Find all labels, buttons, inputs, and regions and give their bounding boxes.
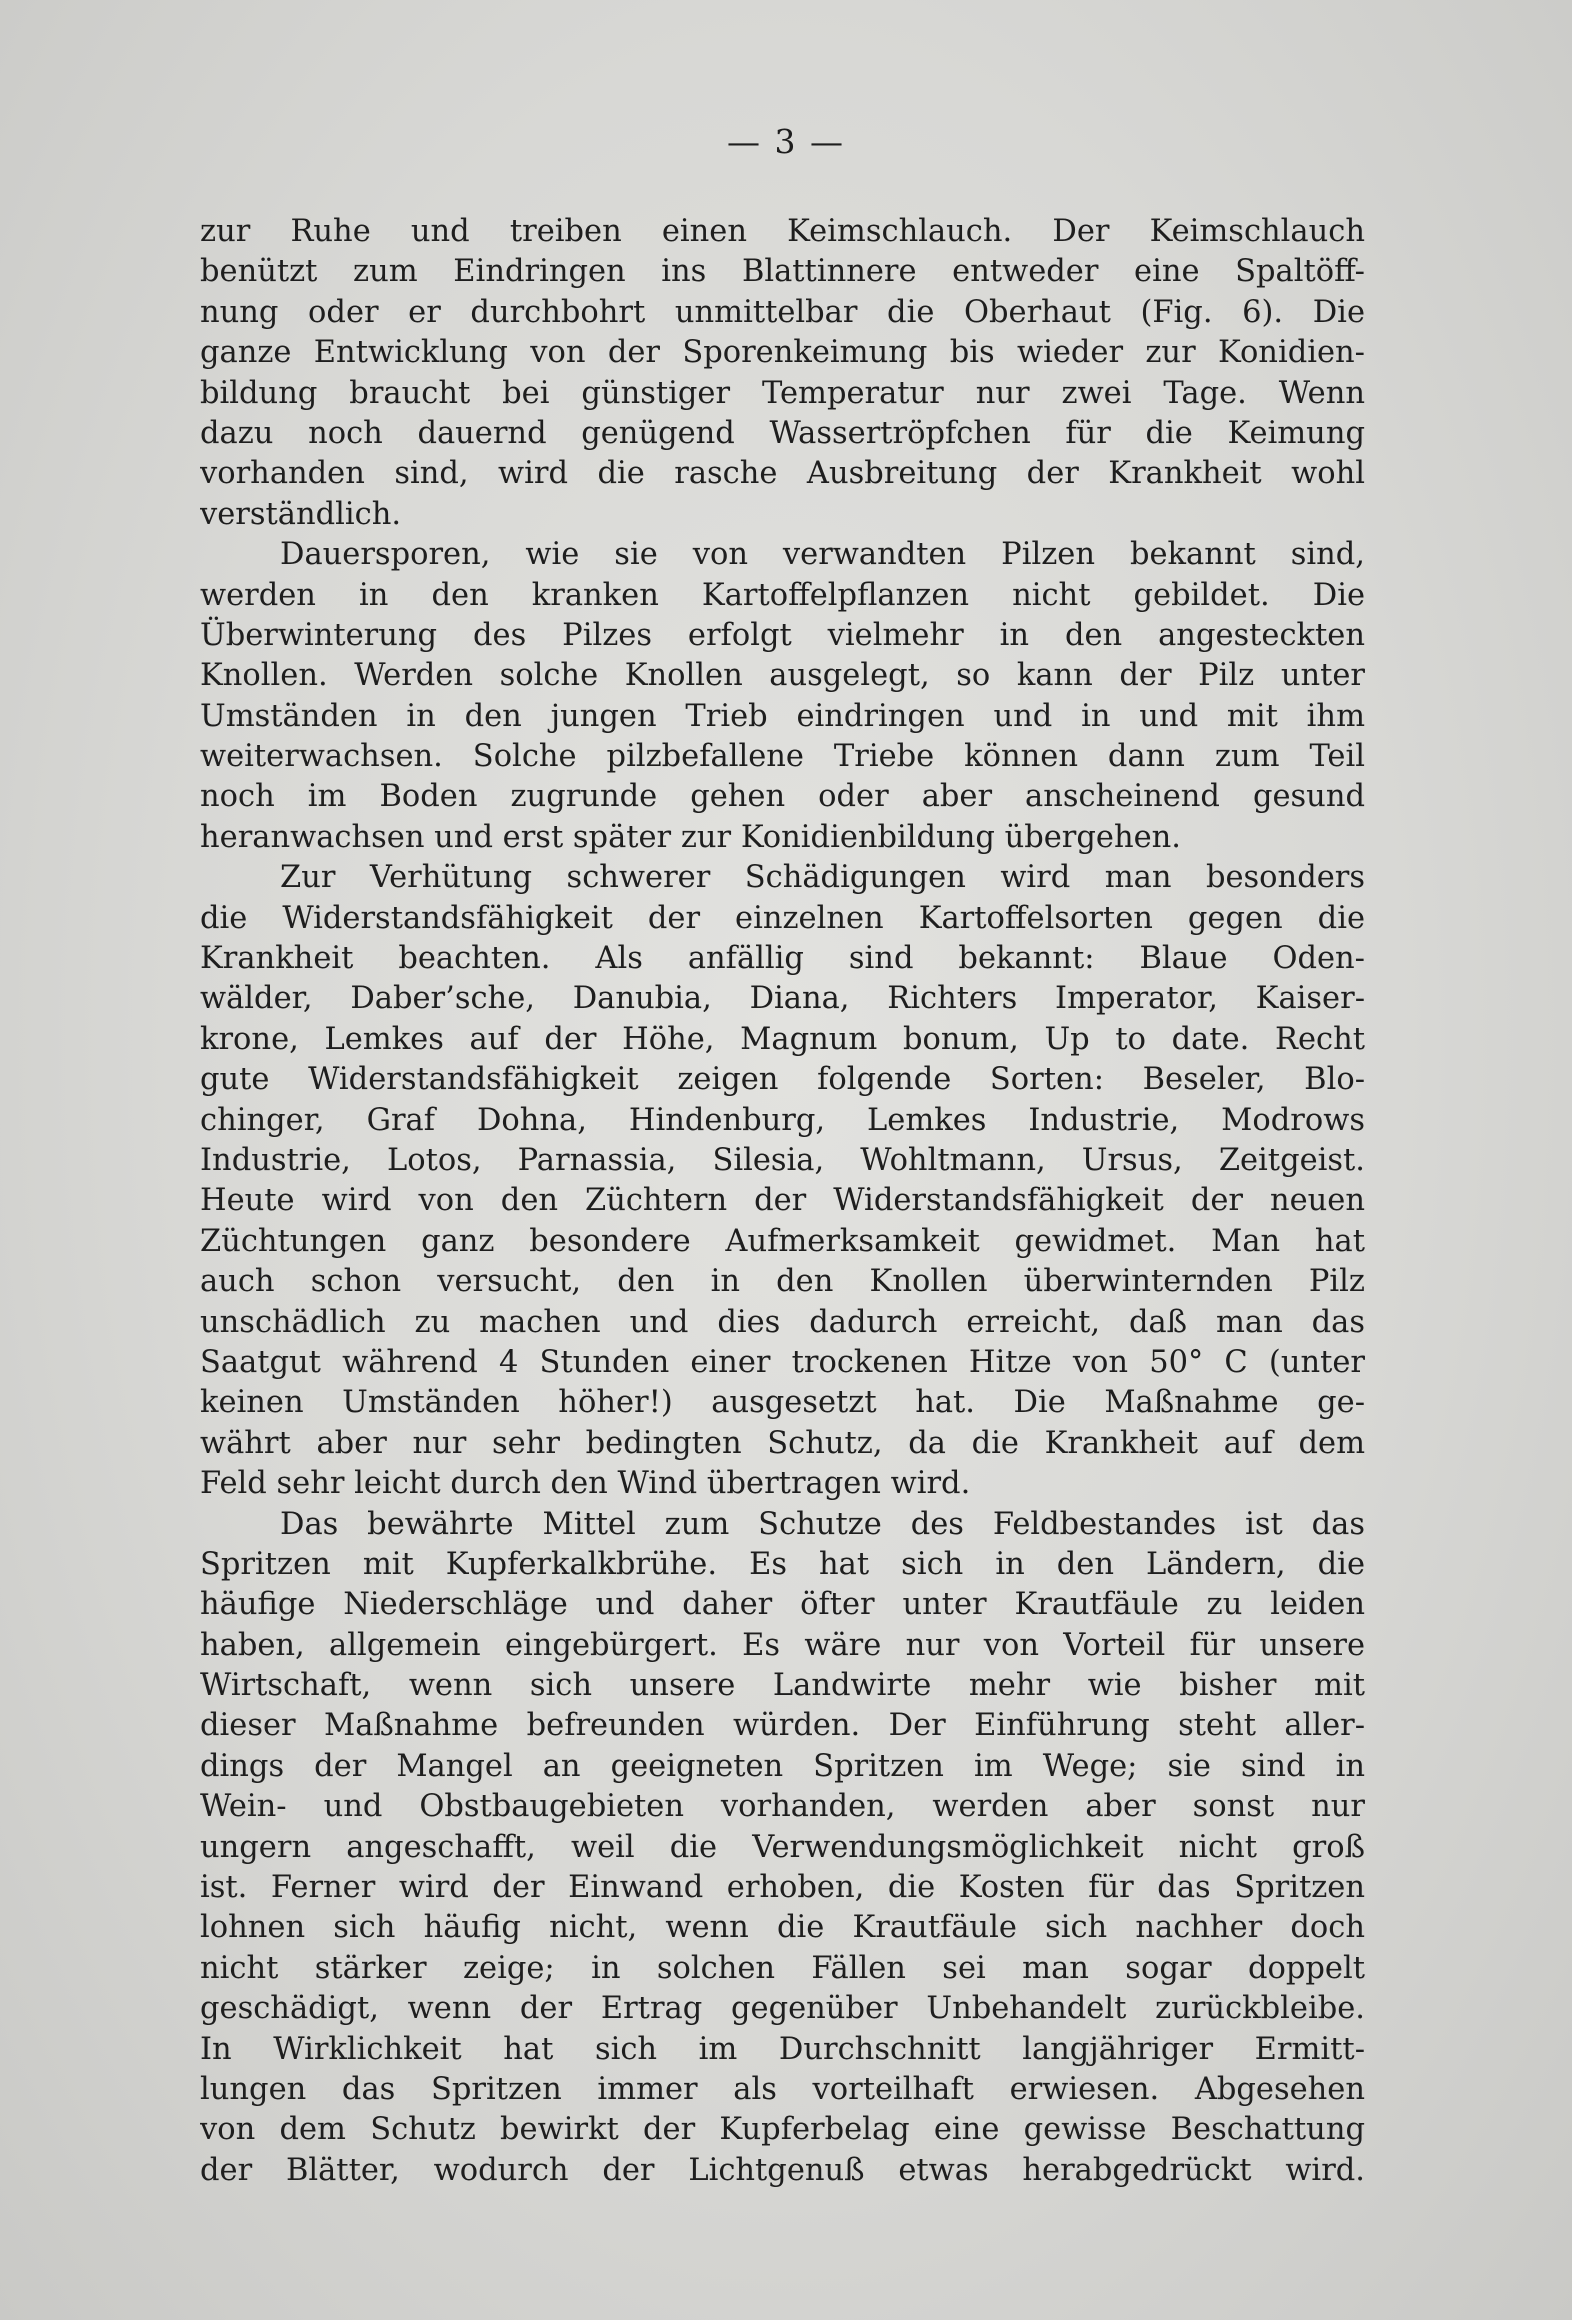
text-line: Spritzen mit Kupferkalkbrühe. Es hat sich in den Ländern, die bbox=[200, 1546, 1365, 1582]
text-line: wälder, Daber’sche, Danubia, Diana, Richters Imperator, Kaiser- bbox=[200, 981, 1365, 1017]
text-line: Zur Verhütung schwerer Schädigungen wird man besonders bbox=[280, 860, 1365, 896]
text-line: gute Widerstandsfähigkeit zeigen folgende Sorten: Beseler, Blo- bbox=[200, 1062, 1365, 1098]
text-line: Wirtschaft, wenn sich unsere Landwirte mehr wie bisher mit bbox=[200, 1668, 1365, 1704]
text-line: auch schon versucht, den in den Knollen überwinternden Pilz bbox=[200, 1264, 1365, 1300]
text-line: weiterwachsen. Solche pilzbefallene Triebe können dann zum Teil bbox=[200, 739, 1365, 775]
text-line: häufige Niederschläge und daher öfter unter Krautfäule zu leiden bbox=[200, 1587, 1365, 1623]
text-line: währt aber nur sehr bedingten Schutz, da die Krankheit auf dem bbox=[200, 1425, 1365, 1461]
text-line: die Widerstandsfähigkeit der einzelnen Kartoffelsorten gegen die bbox=[200, 900, 1365, 936]
text-line: Knollen. Werden solche Knollen ausgelegt, so kann der Pilz unter bbox=[200, 658, 1365, 694]
text-line: ganze Entwicklung von der Sporenkeimung bis wieder zur Konidien- bbox=[200, 335, 1365, 371]
text-line: haben, allgemein eingebürgert. Es wäre nur von Vorteil für unsere bbox=[200, 1627, 1365, 1663]
text-line: ungern angeschafft, weil die Verwendungsmöglichkeit nicht groß bbox=[200, 1829, 1365, 1865]
text-line: Wein- und Obstbaugebieten vorhanden, werden aber sonst nur bbox=[200, 1789, 1365, 1825]
text-line: unschädlich zu machen und dies dadurch erreicht, daß man das bbox=[200, 1304, 1365, 1340]
text-line: Krankheit beachten. Als anfällig sind bekannt: Blaue Oden- bbox=[200, 941, 1365, 977]
text-line: Züchtungen ganz besondere Aufmerksamkeit gewidmet. Man hat bbox=[200, 1223, 1365, 1259]
text-line: nung oder er durchbohrt unmittelbar die Oberhaut (Fig. 6). Die bbox=[200, 294, 1365, 330]
text-line: noch im Boden zugrunde gehen oder aber anscheinend gesund bbox=[200, 779, 1365, 815]
body-text bbox=[200, 212, 1365, 2191]
text-line: Saatgut während 4 Stunden einer trockenen Hitze von 50° C (unter bbox=[200, 1344, 1365, 1380]
text-line: zur Ruhe und treiben einen Keimschlauch. Der Keimschlauch bbox=[200, 214, 1365, 249]
text-line: dazu noch dauernd genügend Wassertröpfchen für die Keimung bbox=[200, 415, 1365, 451]
text-line: Feld sehr leicht durch den Wind übertragen wird. bbox=[200, 1466, 971, 1502]
text-line: dieser Maßnahme befreunden würden. Der Einführung steht aller- bbox=[200, 1708, 1365, 1744]
text-line: ist. Ferner wird der Einwand erhoben, die Kosten für das Spritzen bbox=[200, 1870, 1365, 1906]
text-line: der Blätter, wodurch der Lichtgenuß etwas herabgedrückt wird. bbox=[200, 2152, 1365, 2188]
text-line: nicht stärker zeige; in solchen Fällen sei man sogar doppelt bbox=[200, 1950, 1365, 1986]
text-line: von dem Schutz bewirkt der Kupferbelag eine gewisse Beschattung bbox=[200, 2112, 1365, 2148]
text-line: bildung braucht bei günstiger Temperatur nur zwei Tage. Wenn bbox=[200, 375, 1365, 411]
text-line: krone, Lemkes auf der Höhe, Magnum bonum, Up to date. Recht bbox=[200, 1021, 1365, 1057]
text-line: Industrie, Lotos, Parnassia, Silesia, Wohltmann, Ursus, Zeitgeist. bbox=[200, 1142, 1365, 1178]
text-line: werden in den kranken Kartoffelpflanzen nicht gebildet. Die bbox=[200, 577, 1365, 613]
text-line: Umständen in den jungen Trieb eindringen und in und mit ihm bbox=[200, 698, 1365, 734]
text-line: In Wirklichkeit hat sich im Durchschnitt langjähriger Ermitt- bbox=[200, 2031, 1365, 2067]
text-line: Überwinterung des Pilzes erfolgt vielmehr in den angesteckten bbox=[200, 617, 1365, 653]
text-line: Heute wird von den Züchtern der Widerstandsfähigkeit der neuen bbox=[200, 1183, 1365, 1219]
text-line: dings der Mangel an geeigneten Spritzen im Wege; sie sind in bbox=[200, 1748, 1365, 1784]
text-line: verständlich. bbox=[200, 496, 402, 532]
text-line: keinen Umständen höher!) ausgesetzt hat. Die Maßnahme ge- bbox=[200, 1385, 1365, 1421]
text-line: Dauersporen, wie sie von verwandten Pilzen bekannt sind, bbox=[280, 537, 1365, 573]
text-line: vorhanden sind, wird die rasche Ausbreitung der Krankheit wohl bbox=[200, 456, 1365, 492]
page-number: — 3 — bbox=[727, 122, 845, 161]
text-line: lungen das Spritzen immer als vorteilhaft erwiesen. Abgesehen bbox=[200, 2071, 1365, 2107]
text-line: lohnen sich häufig nicht, wenn die Krautfäule sich nachher doch bbox=[200, 1910, 1365, 1946]
text-line: Das bewährte Mittel zum Schutze des Feldbestandes ist das bbox=[280, 1506, 1365, 1542]
text-line: chinger, Graf Dohna, Hindenburg, Lemkes Industrie, Modrows bbox=[200, 1102, 1365, 1138]
text-line: heranwachsen und erst später zur Konidienbildung übergehen. bbox=[200, 819, 1181, 855]
text-line: geschädigt, wenn der Ertrag gegenüber Unbehandelt zurückbleibe. bbox=[200, 1991, 1365, 2027]
text-line: benützt zum Eindringen ins Blattinnere entweder eine Spaltöff- bbox=[200, 254, 1365, 290]
